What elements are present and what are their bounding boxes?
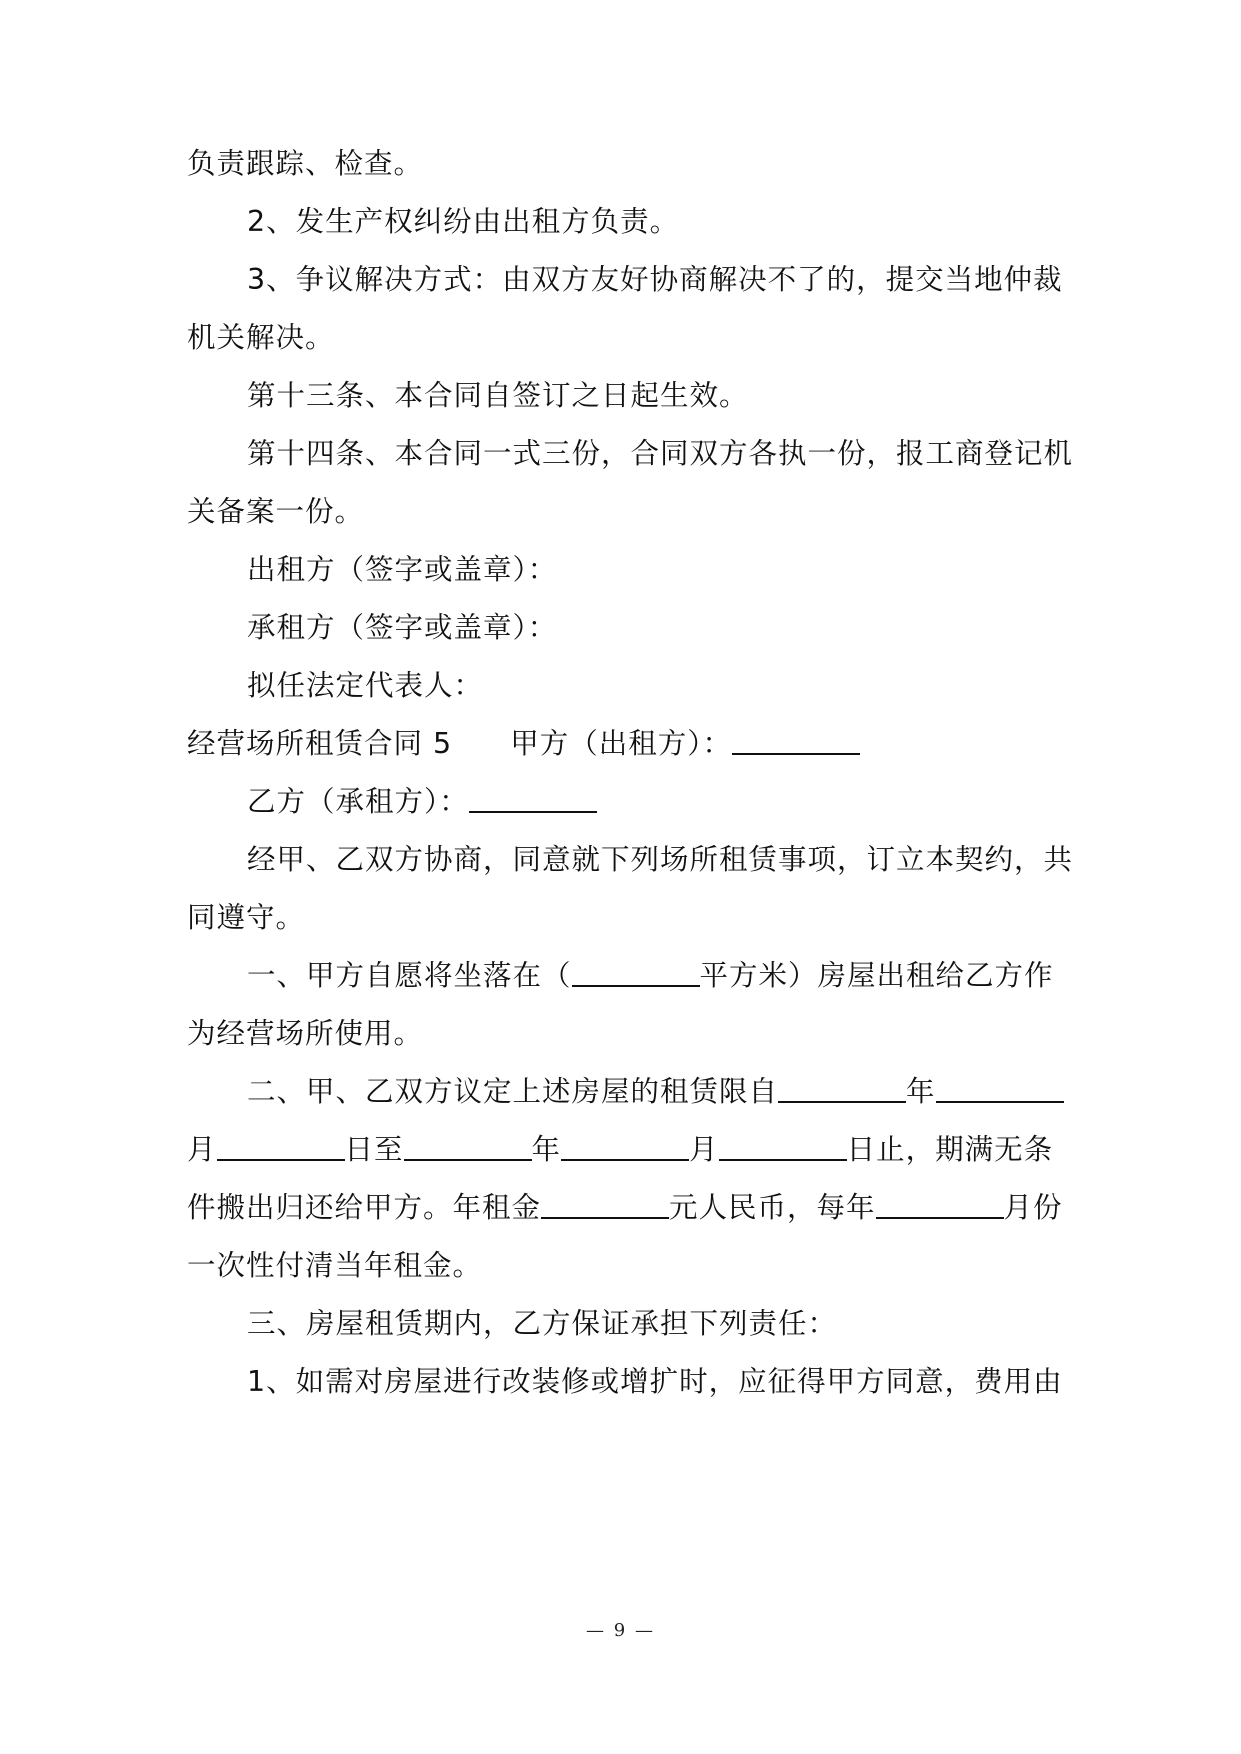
text-segment: 平方米）房屋出租给乙方作	[699, 959, 1054, 992]
paragraph-line: 同遵守。	[187, 901, 306, 934]
text-segment: 月份	[1003, 1191, 1063, 1224]
party-a-blank	[732, 725, 860, 755]
page-number: — 9 —	[586, 1620, 655, 1641]
text-segment: 年	[531, 1133, 562, 1166]
contract-heading-line	[187, 724, 1057, 764]
paragraph-line: 第十四条、本合同一式三份，合同双方各执一份，报工商登记机	[247, 437, 1074, 470]
paragraph-line: 第十三条、本合同自签订之日起生效。	[247, 379, 749, 412]
text-segment: 一、甲方自愿将坐落在（	[247, 959, 572, 992]
end-day-blank	[719, 1131, 847, 1161]
end-year-blank	[404, 1131, 532, 1161]
signature-lessee-line: 承租方（签字或盖章）：	[247, 611, 558, 644]
payment-month-blank	[876, 1189, 1004, 1219]
end-month-blank	[561, 1131, 689, 1161]
text-segment: 日至	[344, 1133, 404, 1166]
party-b-blank	[469, 783, 597, 813]
paragraph-line: 3、争议解决方式：由双方友好协商解决不了的，提交当地仲裁	[247, 263, 1063, 296]
text-segment: 日止，期满无条	[846, 1133, 1054, 1166]
paragraph-line: 三、房屋租赁期内，乙方保证承担下列责任：	[247, 1307, 838, 1340]
paragraph-line: 经甲、乙双方协商，同意就下列场所租赁事项，订立本契约，共	[247, 843, 1074, 876]
text-segment: 二、甲、乙双方议定上述房屋的租赁限自	[247, 1075, 779, 1108]
paragraph-line	[247, 956, 1057, 996]
text-segment: 件搬出归还给甲方。年租金	[187, 1191, 542, 1224]
area-blank	[572, 957, 700, 987]
legal-rep-line: 拟任法定代表人：	[247, 669, 484, 702]
paragraph-line	[187, 1188, 1063, 1228]
text-segment: 月	[689, 1133, 719, 1166]
paragraph-line: 负责跟踪、检查。	[187, 147, 424, 180]
paragraph-line: 1、如需对房屋进行改装修或增扩时，应征得甲方同意，费用由	[247, 1365, 1063, 1398]
text-segment: 年	[906, 1075, 936, 1108]
party-a-label: 甲方（出租方）：	[510, 727, 732, 760]
paragraph-line: 一次性付清当年租金。	[187, 1249, 483, 1282]
text-segment: 元人民币，每年	[669, 1191, 876, 1224]
start-year-blank	[778, 1073, 906, 1103]
party-b-label: 乙方（承租方）：	[247, 785, 469, 818]
paragraph-line	[187, 1130, 1057, 1170]
text-segment: 月	[187, 1133, 217, 1166]
party-b-line	[247, 782, 1057, 822]
paragraph-line: 2、发生产权纠纷由出租方负责。	[247, 205, 680, 238]
paragraph-line	[247, 1072, 1057, 1112]
start-month-blank	[936, 1073, 1064, 1103]
signature-lessor-line: 出租方（签字或盖章）：	[247, 553, 558, 586]
start-day-blank	[217, 1131, 345, 1161]
annual-rent-blank	[541, 1189, 669, 1219]
paragraph-line: 机关解决。	[187, 321, 335, 354]
paragraph-line: 为经营场所使用。	[187, 1017, 424, 1050]
paragraph-line: 关备案一份。	[187, 495, 365, 528]
contract-title: 经营场所租赁合同 5	[187, 727, 453, 760]
